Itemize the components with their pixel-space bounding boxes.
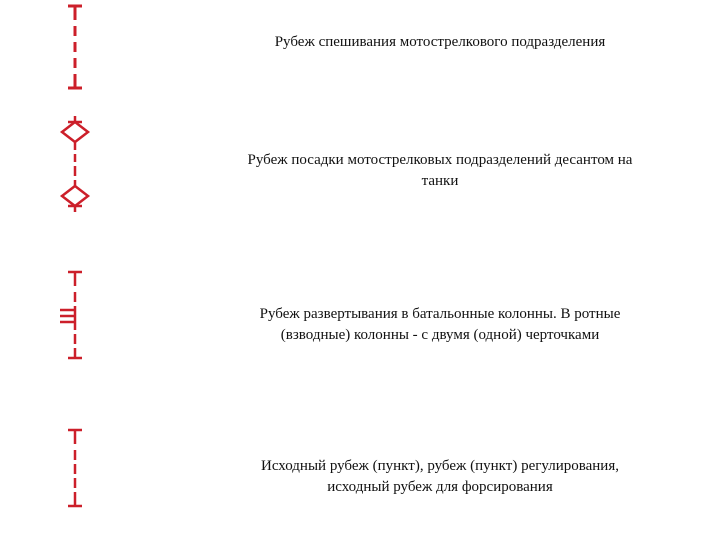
start-line-symbol: [0, 0, 120, 520]
caption-line: Рубеж спешивания мотострелкового подразделения: [274, 34, 606, 50]
caption-line: (взводные) колонны - с двумя (одной) черточками: [280, 327, 600, 343]
legend-caption-start: [200, 456, 680, 498]
caption-line: исходный рубеж для форсирования: [327, 479, 553, 495]
caption-line: Исходный рубеж (пункт), рубеж (пункт) регулирования,: [261, 458, 619, 474]
legend-caption-tank-landing: [200, 150, 680, 192]
caption-line: Рубеж развертывания в батальонные колонны. В ротные: [259, 306, 621, 322]
caption-line: танки: [421, 173, 459, 189]
legend-caption-deployment: [200, 304, 680, 346]
legend-caption-dismount: [200, 32, 680, 53]
caption-line: Рубеж посадки мотострелковых подразделений десантом на: [247, 152, 633, 168]
